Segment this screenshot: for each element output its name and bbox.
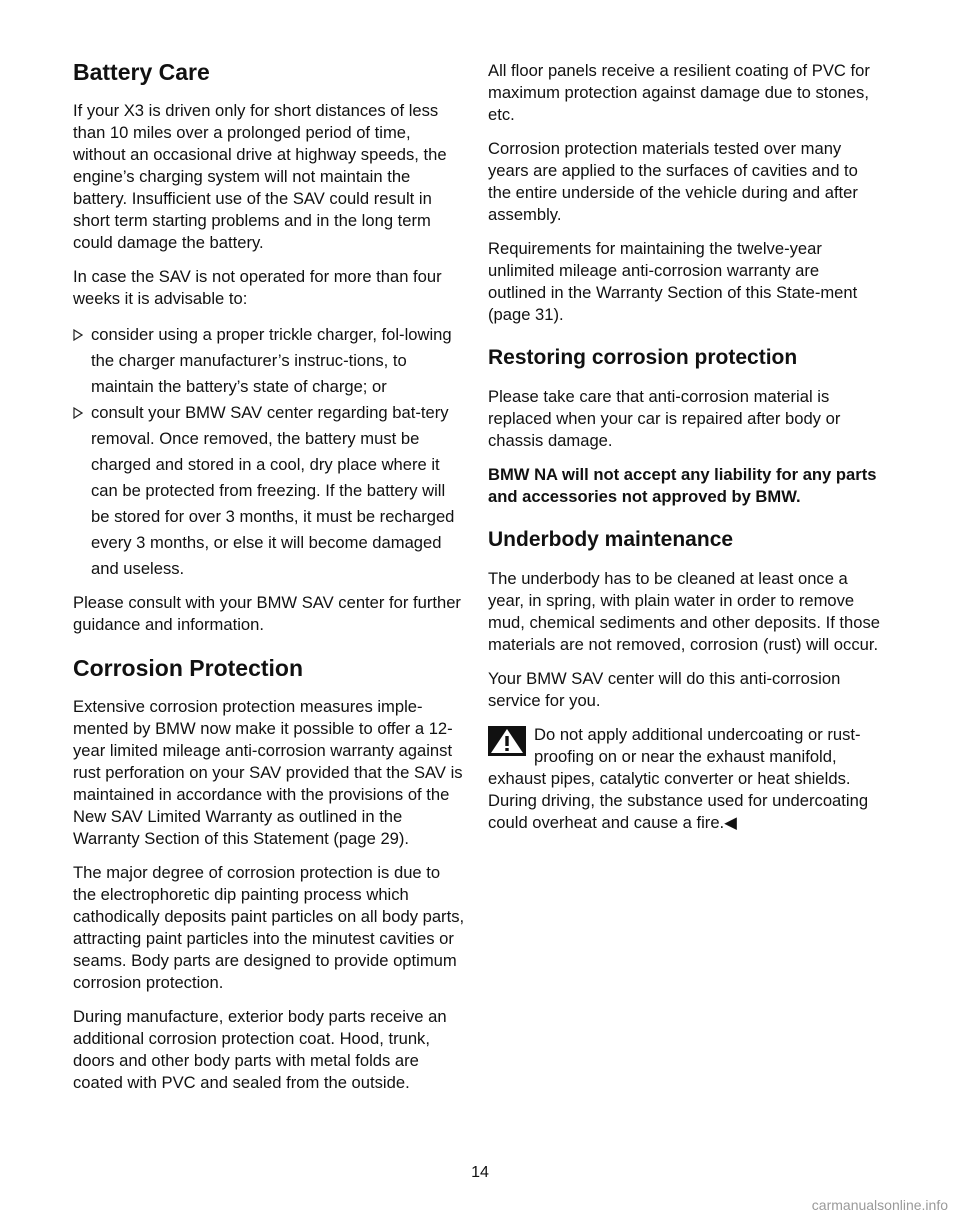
floor-panels-paragraph: All floor panels receive a resilient coating of PVC for maximum protection against damage due to stones, etc. [488, 61, 870, 124]
liability-notice: BMW NA will not accept any liability for any parts and accessories not approved by BMW. [488, 465, 877, 506]
right-column [488, 60, 880, 834]
warning-note [488, 724, 880, 834]
bullet-triangle-icon [73, 329, 83, 341]
battery-paragraph-2: In case the SAV is not operated for more than four weeks it is advisable to: [73, 267, 442, 308]
left-column [73, 58, 465, 1106]
underbody-paragraph-2: Your BMW SAV center will do this anti-corrosion service for you. [488, 669, 841, 710]
warning-text: Do not apply additional undercoating or rust-proofing on or near the exhaust manifold, exhaust pipes, catalytic converter or heat shields. During driving, the substance used for undercoating could overheat and cause a fire. [488, 725, 869, 832]
restoring-paragraph: Please take care that anti-corrosion material is replaced when your car is repaired after body or chassis damage. [488, 387, 841, 450]
materials-paragraph: Corrosion protection materials tested over many years are applied to the surfaces of cavities and to the entire underside of the vehicle during and after assembly. [488, 139, 858, 224]
list-item [73, 322, 465, 400]
list-item-text: consult your BMW SAV center regarding bat-tery removal. Once removed, the battery must be charged and stored in a cool, dry place where it can be protected from freezing. If the battery will be stored for over 3 months, it must be recharged every 3 months, or else it will become damaged and useless. [91, 403, 455, 578]
corrosion-paragraph-3: During manufacture, exterior body parts receive an additional corrosion protection coat. Hood, trunk, doors and other body parts with metal folds are coated with PVC and sealed from the outside. [73, 1007, 447, 1092]
battery-paragraph-3: Please consult with your BMW SAV center for further guidance and information. [73, 593, 461, 634]
underbody-maintenance-heading: Underbody maintenance [488, 528, 734, 551]
battery-care-heading: Battery Care [73, 59, 210, 85]
end-of-note-icon: ◀ [724, 813, 737, 832]
warning-triangle-icon [488, 726, 526, 756]
underbody-paragraph-1: The underbody has to be cleaned at least once a year, in spring, with plain water in order to remove mud, chemical sediments and other deposits. If those materials are not removed, corrosion (rust) will occur. [488, 569, 881, 654]
corrosion-protection-heading: Corrosion Protection [73, 655, 304, 681]
list-item [73, 400, 465, 582]
corrosion-paragraph-2: The major degree of corrosion protection is due to the electrophoretic dip painting process which cathodically deposits paint particles on all body parts, attracting paint particles into the minutest cavities or seams. Body parts are designed to provide optimum corrosion protection. [73, 863, 465, 992]
warranty-requirements-paragraph: Requirements for maintaining the twelve-year unlimited mileage anti-corrosion warranty are outlined in the Warranty Section of this State-ment (page 31). [488, 239, 858, 324]
corrosion-paragraph-1: Extensive corrosion protection measures imple-mented by BMW now make it possible to offer a 12-year limited mileage anti-corrosion warranty against rust perforation on your SAV provided that the SAV is maintained in accordance with the provisions of the New SAV Limited Warranty as outlined in the Warranty Section of this Statement (page 29). [73, 697, 463, 848]
battery-advice-list [73, 322, 465, 582]
page-number: 14 [471, 1164, 489, 1181]
battery-paragraph-1: If your X3 is driven only for short distances of less than 10 miles over a prolonged period of time, without an occasional drive at highway speeds, the engine’s charging system will not maintain the battery. Insufficient use of the SAV could result in short term starting problems and in the long term could damage the battery. [73, 101, 447, 252]
list-item-text: consider using a proper trickle charger, fol-lowing the charger manufacturer’s instruc-tions, to maintain the battery’s state of charge; or [91, 325, 452, 396]
restoring-corrosion-heading: Restoring corrosion protection [488, 346, 798, 369]
watermark: carmanualsonline.info [811, 1197, 948, 1213]
bullet-triangle-icon [73, 407, 83, 419]
